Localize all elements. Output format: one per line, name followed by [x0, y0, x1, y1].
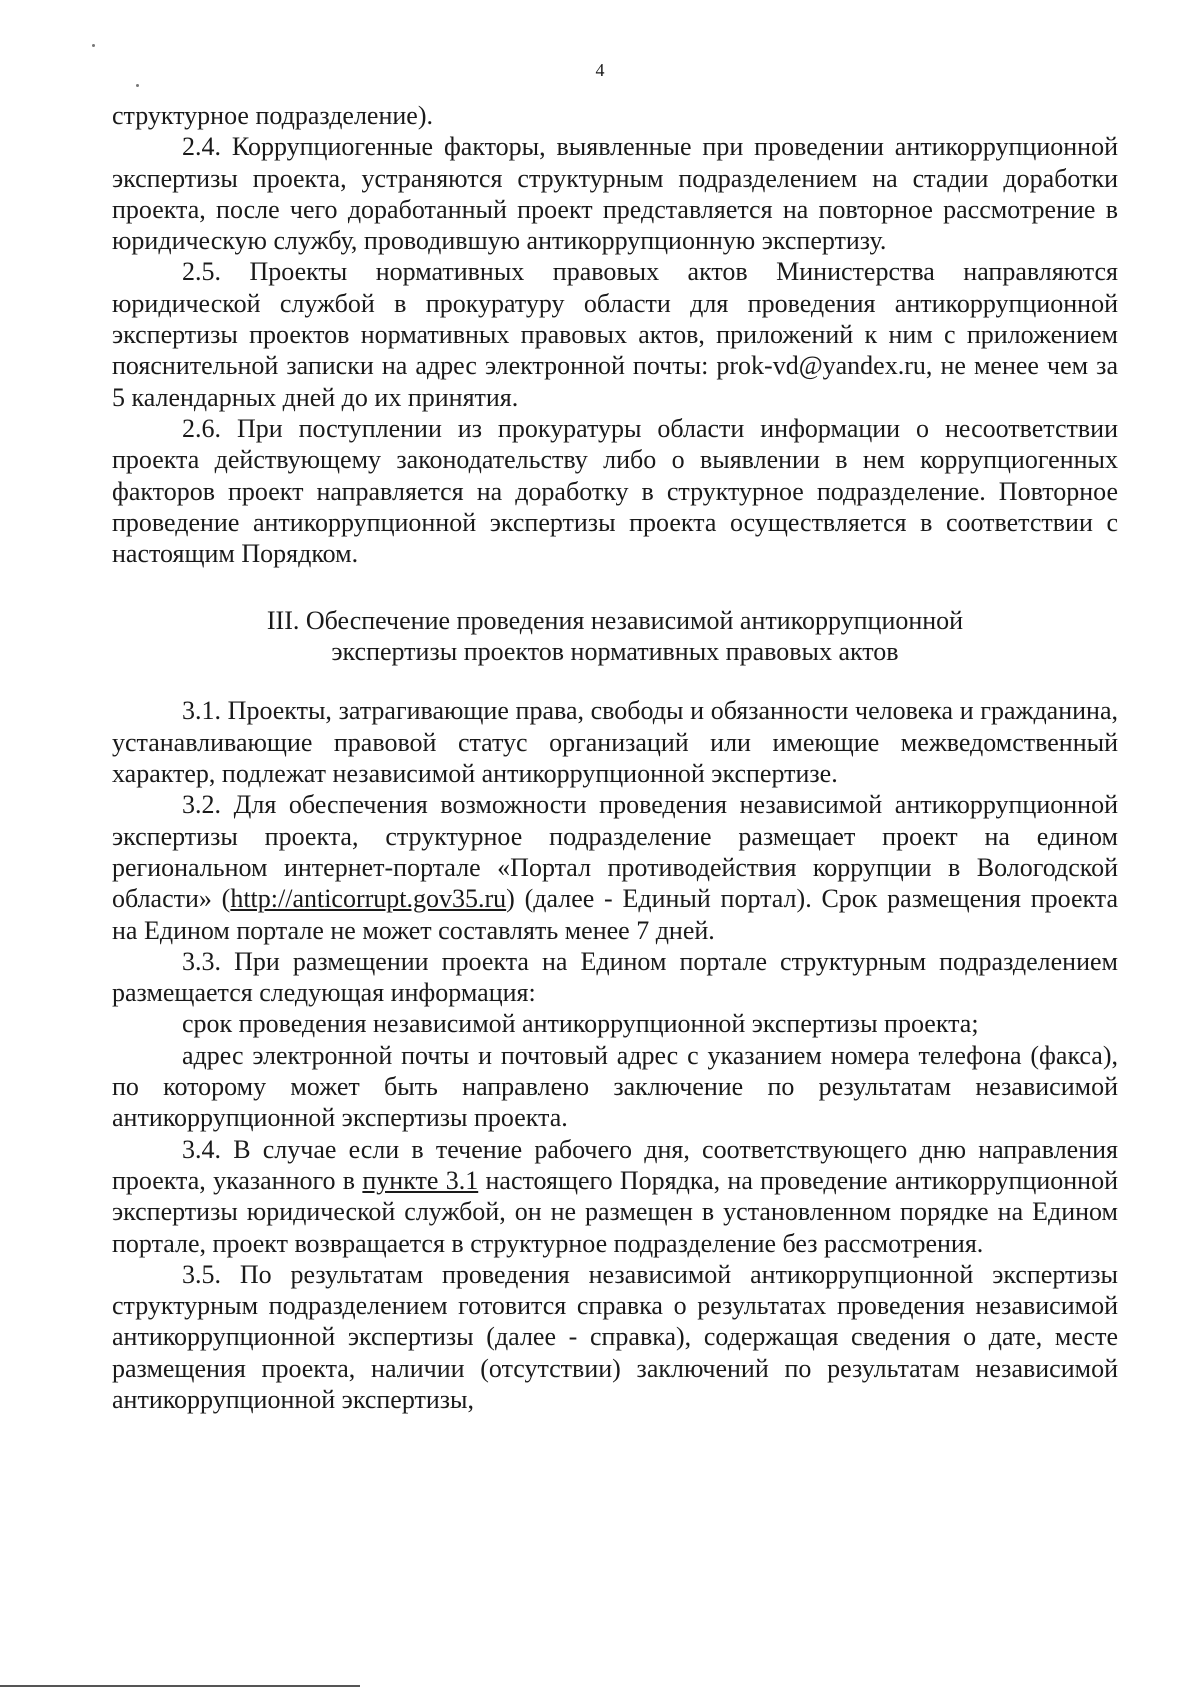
- section-heading: [112, 605, 1118, 667]
- scan-speck: [92, 44, 95, 47]
- paragraph-3-2-text-end: ) (далее - Единый портал). Срок размещения проекта на Едином портале не может составлять менее 7 дней.: [112, 884, 1118, 945]
- paragraph-3-4-text-end: настоящего Порядка, на проведение антикоррупционной экспертизы юридической службой, он не размещен в установленном порядке на Едином портале, проект возвращается в структурное подразделение без рассмотрения.: [112, 1165, 1119, 1258]
- list-item: срок проведения независимой антикоррупционной экспертизы проекта;: [182, 1009, 979, 1039]
- scan-speck: [136, 84, 139, 87]
- list-item: адрес электронной почты и почтовый адрес с указанием номера телефона (факса), по которому может быть направлено заключение по результатам независимой антикоррупционной экспертизы проекта.: [112, 1040, 1118, 1133]
- clause-link[interactable]: пункте 3.1: [362, 1165, 479, 1195]
- paragraph-3-3: 3.3. При размещении проекта на Едином портале структурным подразделением размещается следующая информация:: [112, 946, 1118, 1008]
- portal-link[interactable]: http://anticorrupt.gov35.ru: [230, 884, 507, 914]
- paragraph-2-4: 2.4. Коррупциогенные факторы, выявленные при проведении антикоррупционной экспертизы проекта, устраняются структурным подразделением на стадии доработки проекта, после чего доработанный проект представляется на повторное рассмотрение в юридическую службу, проводившую антикоррупционную экспертизу.: [112, 132, 1118, 256]
- paragraph-3-2-text: 3.2. Для обеспечения возможности проведения независимой антикоррупционной экспертизы проекта, структурное подразделение размещает проект на едином региональном интернет-портале «Портал противодействия коррупции в Вологодской области» (: [112, 790, 1118, 914]
- footer-rule: [0, 1685, 360, 1687]
- paragraph-3-1: 3.1. Проекты, затрагивающие права, свободы и обязанности человека и гражданина, устанавливающие правовой статус организаций или имеющие межведомственный характер, подлежат независимой антикоррупционной экспертизе.: [112, 696, 1118, 789]
- paragraph-3-5: 3.5. По результатам проведения независимой антикоррупционной экспертизы структурным подразделением готовится справка о результатах проведения независимой антикоррупционной экспертизы (далее - справка), содержащая сведения о дате, месте размещения проекта, наличии (отсутствии) заключений по результатам независимой антикоррупционной экспертизы,: [112, 1259, 1118, 1414]
- paragraph-continuation: структурное подразделение).: [112, 101, 434, 130]
- document-body: [112, 100, 1118, 1415]
- page-number: 4: [595, 60, 605, 80]
- paragraph-2-5: 2.5. Проекты нормативных правовых актов Министерства направляются юридической службой в прокуратуру области для проведения антикоррупционной экспертизы проектов нормативных правовых актов, приложений к ним с приложением пояснительной записки на адрес электронной почты: prok-vd@yandex.ru, не менее чем за 5 календарных дней до их принятия.: [112, 257, 1118, 412]
- paragraph-3-4-text: 3.4. В случае если в течение рабочего дня, соответствующего дню направления проекта, указанного в: [112, 1134, 1118, 1195]
- paragraph-3-2: [112, 789, 1118, 945]
- section-heading-line-2: экспертизы проектов нормативных правовых актов: [331, 637, 899, 667]
- paragraph-2-6: 2.6. При поступлении из прокуратуры области информации о несоответствии проекта действующему законодательству либо о выявлении в нем коррупциогенных факторов проект направляется на доработку в структурное подразделение. Повторное проведение антикоррупционной экспертизы проекта осуществляется в соответствии с настоящим Порядком.: [112, 413, 1118, 569]
- section-heading-line-1: III. Обеспечение проведения независимой антикоррупционной: [266, 606, 964, 636]
- paragraph-3-4: [112, 1134, 1118, 1259]
